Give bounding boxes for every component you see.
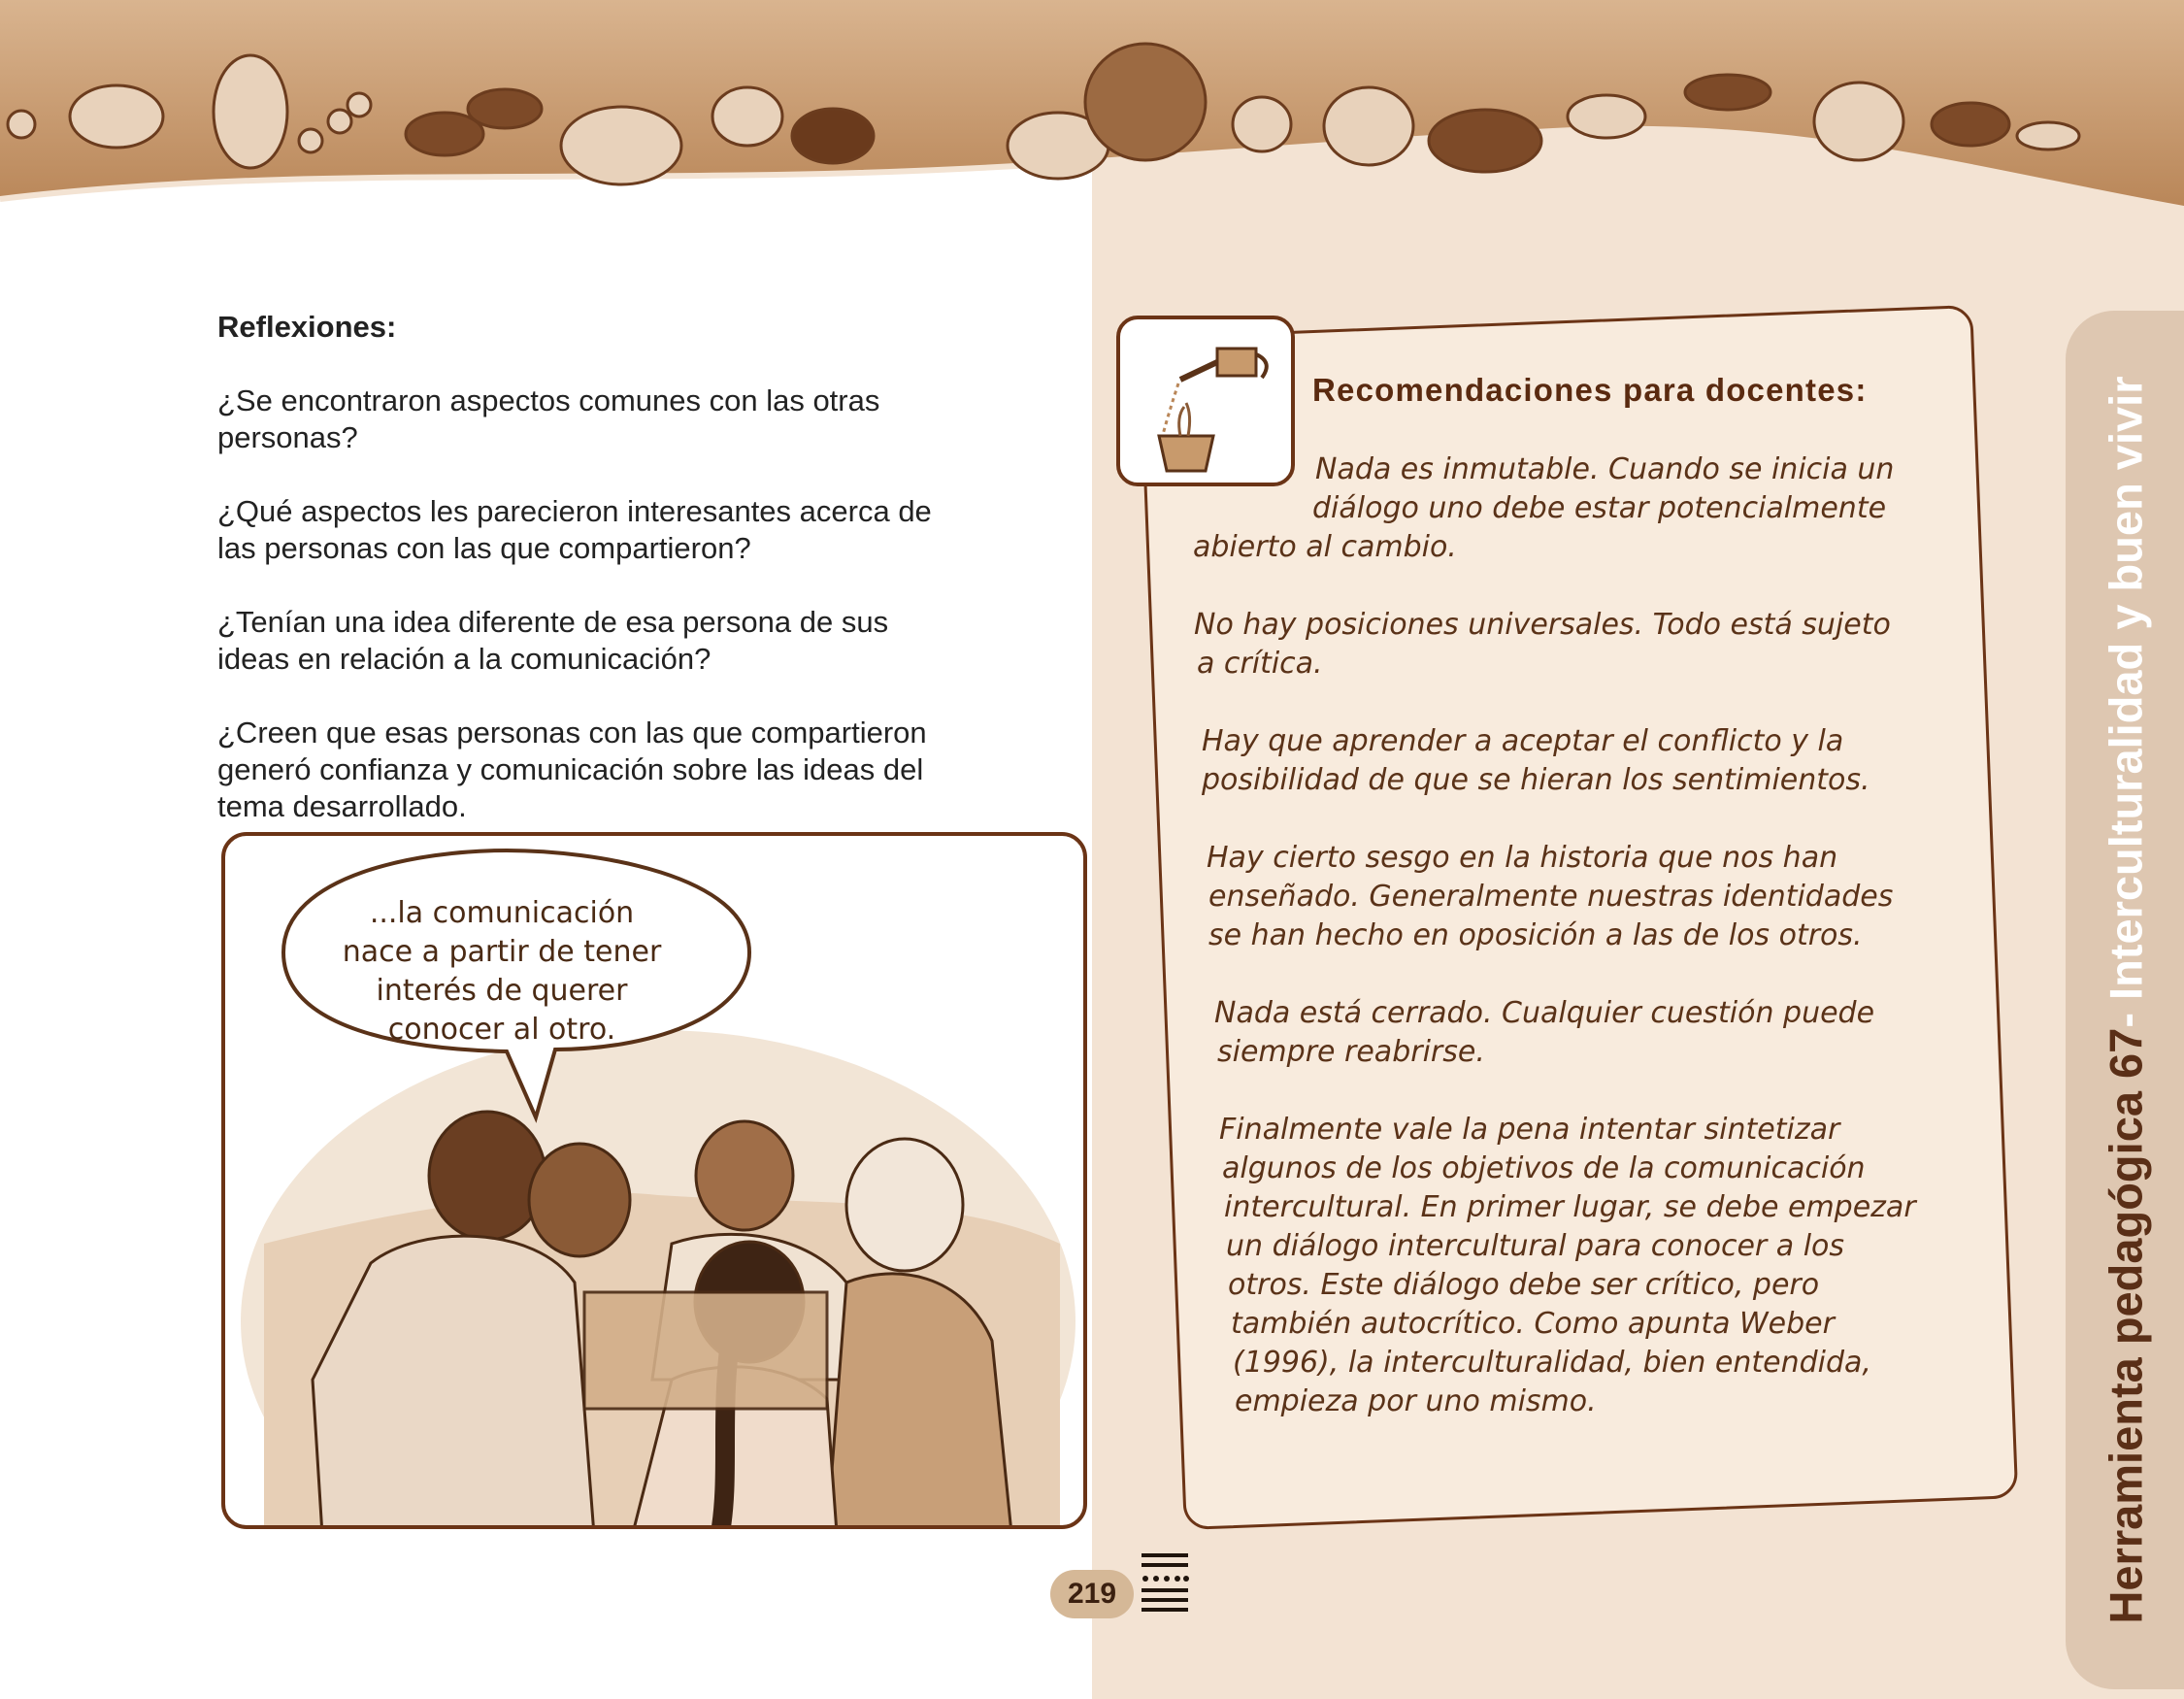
maya-numeral-icon: [1138, 1551, 1192, 1619]
reflection-question-4: ¿Creen que esas personas con las que compartieron generó confianza y comunicación sobre las ideas del tema desarrollado.: [217, 716, 927, 823]
rec-p1-line1: Nada es inmutable. Cuando se inicia un: [1315, 452, 1895, 486]
rec-p6-line7: (1996), la interculturalidad, bien entendida,: [1233, 1346, 1871, 1380]
rec-p2-line1: No hay posiciones universales. Todo está sujeto: [1194, 608, 1891, 642]
side-title: [2100, 376, 2153, 1623]
speech-bubble-text: ...la comunicación nace a partir de tener interés de querer conocer al otro.: [342, 896, 662, 1047]
side-title-part-a: Herramienta pedagógica: [2100, 1078, 2152, 1624]
reflection-question-3: ¿Tenían una idea diferente de esa persona de sus ideas en relación a la comunicación?: [217, 605, 889, 676]
rec-p4-line1: Hay cierto sesgo en la historia que nos han: [1207, 841, 1838, 875]
rec-p4-line3: se han hecho en oposición a las de los otros.: [1208, 918, 1863, 952]
watering-can-icon: [1116, 316, 1295, 486]
recommendations-title: Recomendaciones para docentes:: [1312, 372, 1868, 408]
rec-p1-line3: abierto al cambio.: [1193, 530, 1457, 564]
rec-p6-line4: un diálogo intercultural para conocer a los: [1226, 1229, 1845, 1263]
rec-p6-line3: intercultural. En primer lugar, se debe empezar: [1224, 1190, 1916, 1224]
rec-p6-line6: también autocrítico. Como apunta Weber: [1231, 1307, 1835, 1341]
side-title-number: 67: [2100, 1027, 2152, 1079]
seeds-header-decoration: [0, 0, 2184, 243]
page-number: 219: [1050, 1570, 1134, 1618]
rec-p3-line1: Hay que aprender a aceptar el conflicto y la: [1202, 724, 1844, 758]
reflection-question-2: ¿Qué aspectos les parecieron interesantes acerca de las personas con las que compartieron?: [217, 494, 932, 565]
rec-p6-line8: empieza por uno mismo.: [1235, 1384, 1597, 1418]
reflections-section: [217, 309, 994, 862]
illustration-frame: [221, 832, 1087, 1529]
rec-p5-line2: siempre reabrirse.: [1217, 1035, 1485, 1069]
side-title-part-b: - Interculturalidad y buen vivir: [2100, 376, 2152, 1028]
rec-p6-line2: algunos de los objetivos de la comunicación: [1222, 1151, 1866, 1185]
rec-p4-line2: enseñado. Generalmente nuestras identidades: [1208, 880, 1894, 914]
rec-p5-line1: Nada está cerrado. Cualquier cuestión puede: [1214, 996, 1875, 1030]
rec-p2-line2: a crítica.: [1197, 647, 1323, 681]
rec-p6-line1: Finalmente vale la pena intentar sintetizar: [1219, 1113, 1840, 1147]
rec-p6-line5: otros. Este diálogo debe ser crítico, pero: [1228, 1268, 1820, 1302]
rec-p3-line2: posibilidad de que se hieran los sentimientos.: [1202, 763, 1870, 797]
rec-p1-line2: diálogo uno debe estar potencialmente: [1312, 491, 1887, 525]
reflection-question-1: ¿Se encontraron aspectos comunes con las otras personas?: [217, 383, 880, 454]
reflections-heading: Reflexiones:: [217, 310, 397, 344]
